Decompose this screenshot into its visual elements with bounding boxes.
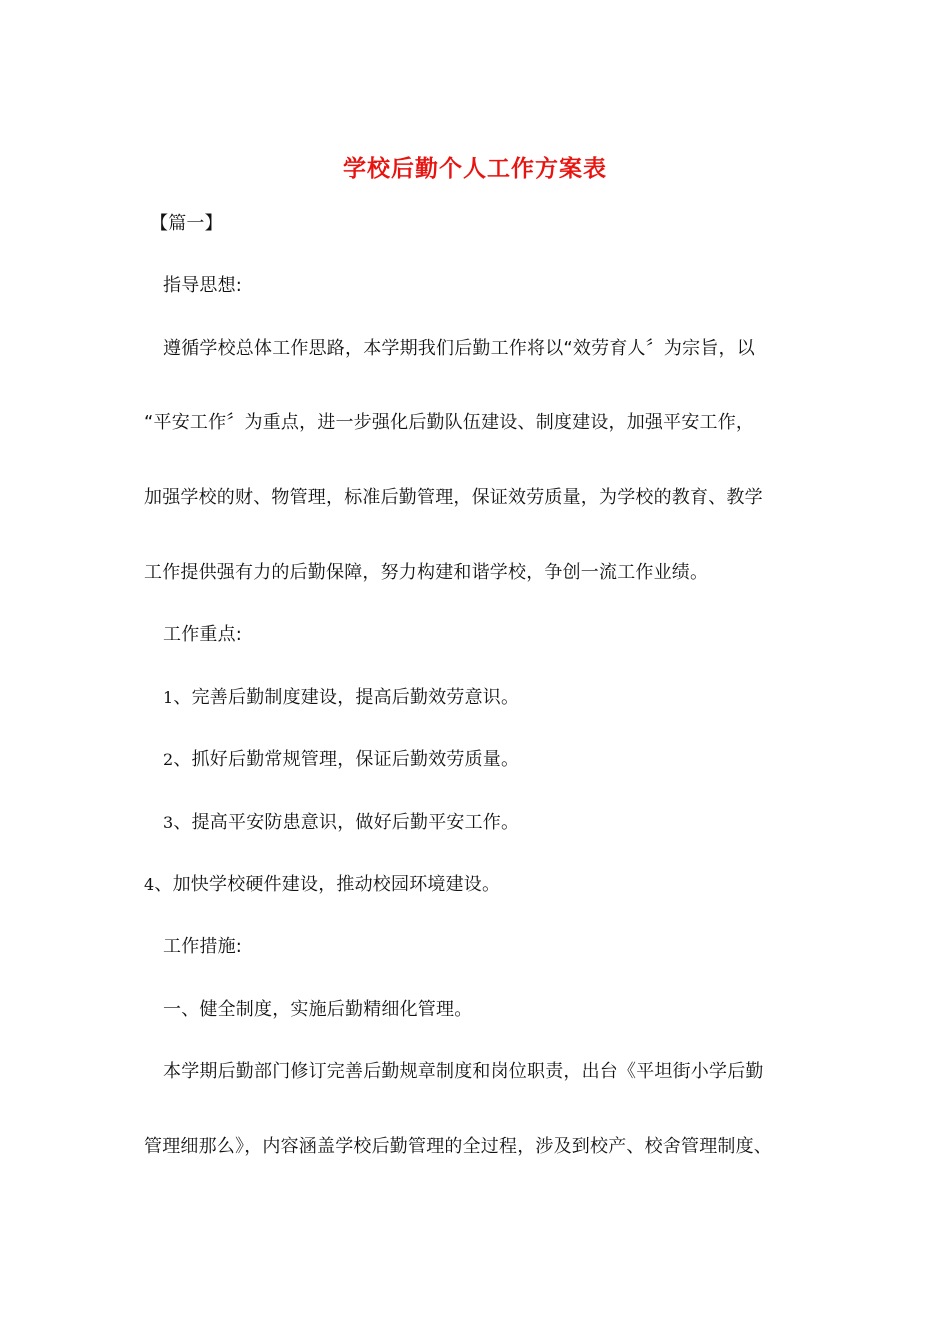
focus-heading: 工作重点:	[163, 624, 243, 645]
focus-item	[163, 685, 519, 711]
focus-item	[163, 747, 519, 773]
focus-item	[163, 810, 519, 836]
focus-item-number: 1	[163, 688, 174, 707]
measure-one-paragraph-line: 管理细那么》，内容涵盖学校后勤管理的全过程，涉及到校产、校舍管理制度、	[144, 1136, 772, 1157]
focus-item-text: 、抓好后勤常规管理，保证后勤效劳质量。	[173, 749, 520, 770]
measure-one-paragraph-line: 本学期后勤部门修订完善后勤规章制度和岗位职责，出台《平坦街小学后勤	[163, 1061, 764, 1082]
section-label: 【篇一】	[150, 213, 223, 234]
guiding-paragraph-line: 遵循学校总体工作思路，本学期我们后勤工作将以“效劳育人〞为宗旨，以	[163, 338, 755, 359]
document-title: 学校后勤个人工作方案表	[343, 155, 607, 182]
focus-item-text: 、加快学校硬件建设，推动校园环境建设。	[154, 874, 501, 895]
guiding-paragraph-line: 工作提供强有力的后勤保障，努力构建和谐学校，争创一流工作业绩。	[144, 562, 709, 583]
measures-heading: 工作措施:	[163, 936, 243, 957]
focus-item-number: 3	[163, 813, 174, 832]
focus-item-number: 2	[163, 750, 174, 769]
focus-item-text: 、完善后勤制度建设，提高后勤效劳意识。	[173, 687, 520, 708]
focus-item-number: 4	[144, 875, 155, 894]
focus-item-text: 、提高平安防患意识，做好后勤平安工作。	[173, 812, 520, 833]
guiding-heading: 指导思想:	[163, 275, 243, 296]
guiding-paragraph-line: 加强学校的财、物管理，标准后勤管理，保证效劳质量，为学校的教育、教学	[144, 487, 763, 508]
focus-item	[144, 872, 500, 898]
measure-one-heading: 一、健全制度，实施后勤精细化管理。	[163, 999, 473, 1020]
guiding-paragraph-line: “平安工作〞为重点，进一步强化后勤队伍建设、制度建设，加强平安工作，	[144, 412, 755, 433]
